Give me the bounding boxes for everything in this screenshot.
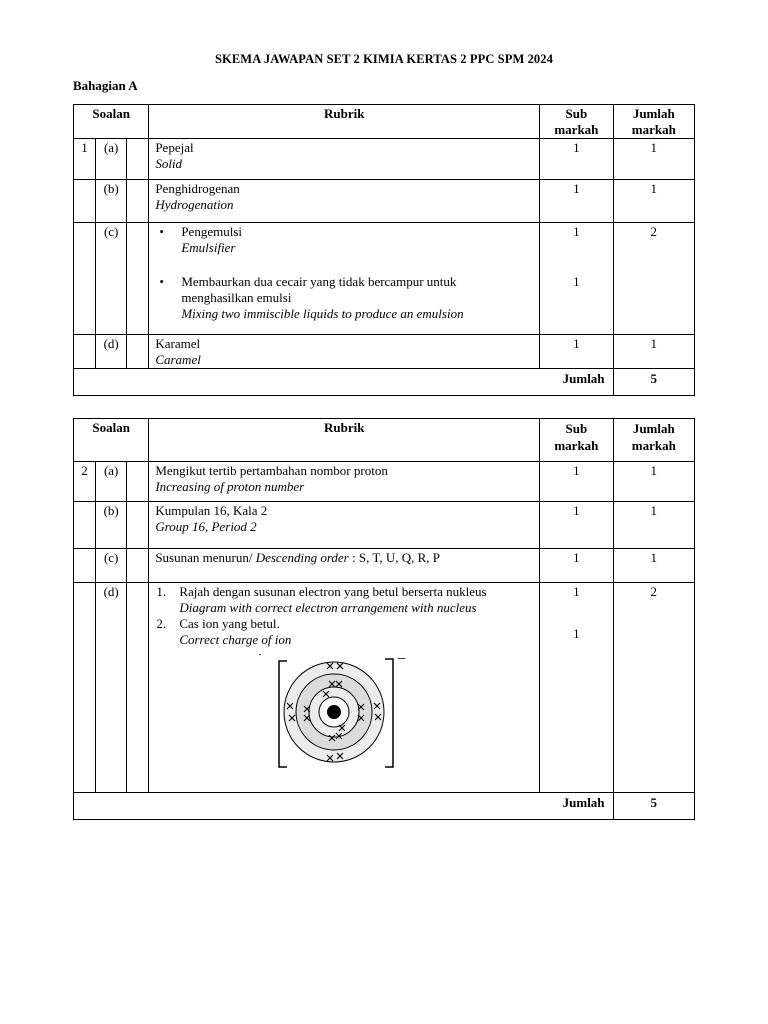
rubric-english: Group 16, Period 2 [155, 519, 257, 534]
header-jumlah-markah [613, 419, 694, 462]
sub-mark: 1 [540, 462, 613, 502]
part-label: (c) [96, 223, 127, 335]
header-sub-line1: Sub [565, 421, 588, 436]
header-soalan: Soalan [74, 419, 149, 462]
jumlah-label: Jumlah [74, 369, 614, 396]
empty-cell [74, 223, 96, 335]
nucleus [327, 705, 341, 719]
empty-cell [127, 583, 149, 793]
sub-mark: 1 [540, 549, 613, 583]
rubric-english: Hydrogenation [155, 197, 234, 212]
ion-diagram-container [155, 648, 533, 788]
sub-mark-1: 1 [573, 584, 580, 599]
sub-mark: 1 [540, 180, 613, 223]
table-row [74, 502, 695, 549]
rubric-malay: • Membaurkan dua cecair yang tidak bercampur untuk [181, 274, 457, 289]
rubric-english: Diagram with correct electron arrangement with nucleus [179, 600, 477, 615]
rubric-cell [149, 502, 540, 549]
header-jumlah-markah [613, 105, 694, 139]
table-row [74, 139, 695, 180]
header-sub-line2: markah [554, 438, 599, 453]
sub-mark: 1 [540, 502, 613, 549]
ion-charge: − [397, 654, 407, 668]
header-sub-line1: Sub [565, 106, 588, 121]
rubric-cell [149, 462, 540, 502]
document-title: SKEMA JAWAPAN SET 2 KIMIA KERTAS 2 PPC SPM 2024 [215, 52, 553, 66]
part-label: (d) [96, 335, 127, 369]
table-row [74, 549, 695, 583]
rubric-english: Caramel [155, 352, 201, 367]
header-soalan: Soalan [74, 105, 149, 139]
rubric-malay: Karamel [155, 336, 201, 351]
rubric-cell [149, 223, 540, 335]
numbered-item [155, 616, 533, 648]
total-mark: 2 [613, 583, 694, 793]
rubric-english: Mixing two immiscible liquids to produce an emulsion [181, 306, 464, 321]
rubric-malay: Cas ion yang betul. [179, 616, 280, 631]
answer-table-1 [73, 104, 695, 396]
rubric-malay: Rajah dengan susunan electron yang betul berserta nukleus [179, 584, 487, 599]
header-jumlah-line2: markah [631, 122, 676, 137]
total-mark: 1 [613, 180, 694, 223]
rubric-answer: : S, T, U, Q, R, P [348, 550, 441, 565]
total-mark: 1 [613, 462, 694, 502]
question-number: 1 [74, 139, 96, 180]
rubric-malay: • Pengemulsi [181, 224, 242, 239]
rubric-cell [149, 583, 540, 793]
empty-cell [127, 462, 149, 502]
numbered-item [155, 584, 533, 616]
table-row [74, 180, 695, 223]
rubric-cell [149, 180, 540, 223]
answer-table-2 [73, 418, 695, 820]
rubric-english: Descending order [255, 550, 349, 565]
table-row [74, 462, 695, 502]
sub-mark: 1 [540, 335, 613, 369]
section-heading: Bahagian A [73, 78, 138, 93]
empty-cell [127, 180, 149, 223]
question-number: 2 [74, 462, 96, 502]
sub-mark [540, 223, 613, 335]
rubric-english: Solid [155, 156, 183, 171]
sub-mark: 1 [540, 139, 613, 180]
table-header-row [74, 105, 695, 139]
item-number: 2. [156, 616, 167, 631]
empty-cell [74, 583, 96, 793]
total-mark: 1 [613, 335, 694, 369]
rubric-malay: Pepejal [155, 140, 194, 155]
total-mark: 2 [613, 223, 694, 335]
part-label: (b) [96, 502, 127, 549]
rubric-malay: Mengikut tertib pertambahan nombor proton [155, 463, 388, 478]
bullet-item [155, 274, 533, 322]
rubric-malay: Penghidrogenan [155, 181, 240, 196]
sub-mark [540, 583, 613, 793]
total-mark: 1 [613, 549, 694, 583]
rubric-malay: Kumpulan 16, Kala 2 [155, 503, 268, 518]
header-rubrik: Rubrik [149, 419, 540, 462]
header-rubrik: Rubrik [149, 105, 540, 139]
empty-cell [127, 223, 149, 335]
header-sub-markah [540, 105, 613, 139]
jumlah-value: 5 [613, 369, 694, 396]
jumlah-label: Jumlah [74, 793, 614, 820]
total-mark: 1 [613, 139, 694, 180]
ion-electron-diagram [257, 654, 427, 772]
rubric-malay: menghasilkan emulsi [181, 290, 292, 305]
right-bracket [385, 659, 393, 767]
table-row [74, 583, 695, 793]
empty-cell [74, 549, 96, 583]
empty-cell [127, 335, 149, 369]
part-label: (b) [96, 180, 127, 223]
header-jumlah-line1: Jumlah [632, 421, 675, 436]
part-label: (d) [96, 583, 127, 793]
sub-mark-1: 1 [573, 224, 580, 239]
part-label: (a) [96, 139, 127, 180]
header-jumlah-line1: Jumlah [632, 106, 675, 121]
empty-cell [74, 335, 96, 369]
empty-cell [127, 502, 149, 549]
table-header-row [74, 419, 695, 462]
rubric-cell [149, 549, 540, 583]
rubric-cell [149, 139, 540, 180]
rubric-cell [149, 335, 540, 369]
empty-cell [74, 180, 96, 223]
total-row [74, 793, 695, 820]
table-row [74, 223, 695, 335]
stray-dot [259, 654, 261, 655]
header-jumlah-line2: markah [631, 438, 676, 453]
total-row [74, 369, 695, 396]
sub-mark-2: 1 [573, 626, 580, 641]
rubric-malay: Susunan menurun/ [155, 550, 256, 565]
sub-mark-2: 1 [573, 274, 580, 289]
table-row [74, 335, 695, 369]
item-number: 1. [156, 584, 167, 599]
empty-cell [127, 549, 149, 583]
total-mark: 1 [613, 502, 694, 549]
part-label: (c) [96, 549, 127, 583]
header-sub-markah [540, 419, 613, 462]
empty-cell [74, 502, 96, 549]
jumlah-value: 5 [613, 793, 694, 820]
part-label: (a) [96, 462, 127, 502]
rubric-english: Correct charge of ion [179, 632, 292, 647]
empty-cell [127, 139, 149, 180]
bullet-item [155, 224, 533, 256]
rubric-english: Emulsifier [181, 240, 236, 255]
header-sub-line2: markah [554, 122, 599, 137]
rubric-english: Increasing of proton number [155, 479, 305, 494]
